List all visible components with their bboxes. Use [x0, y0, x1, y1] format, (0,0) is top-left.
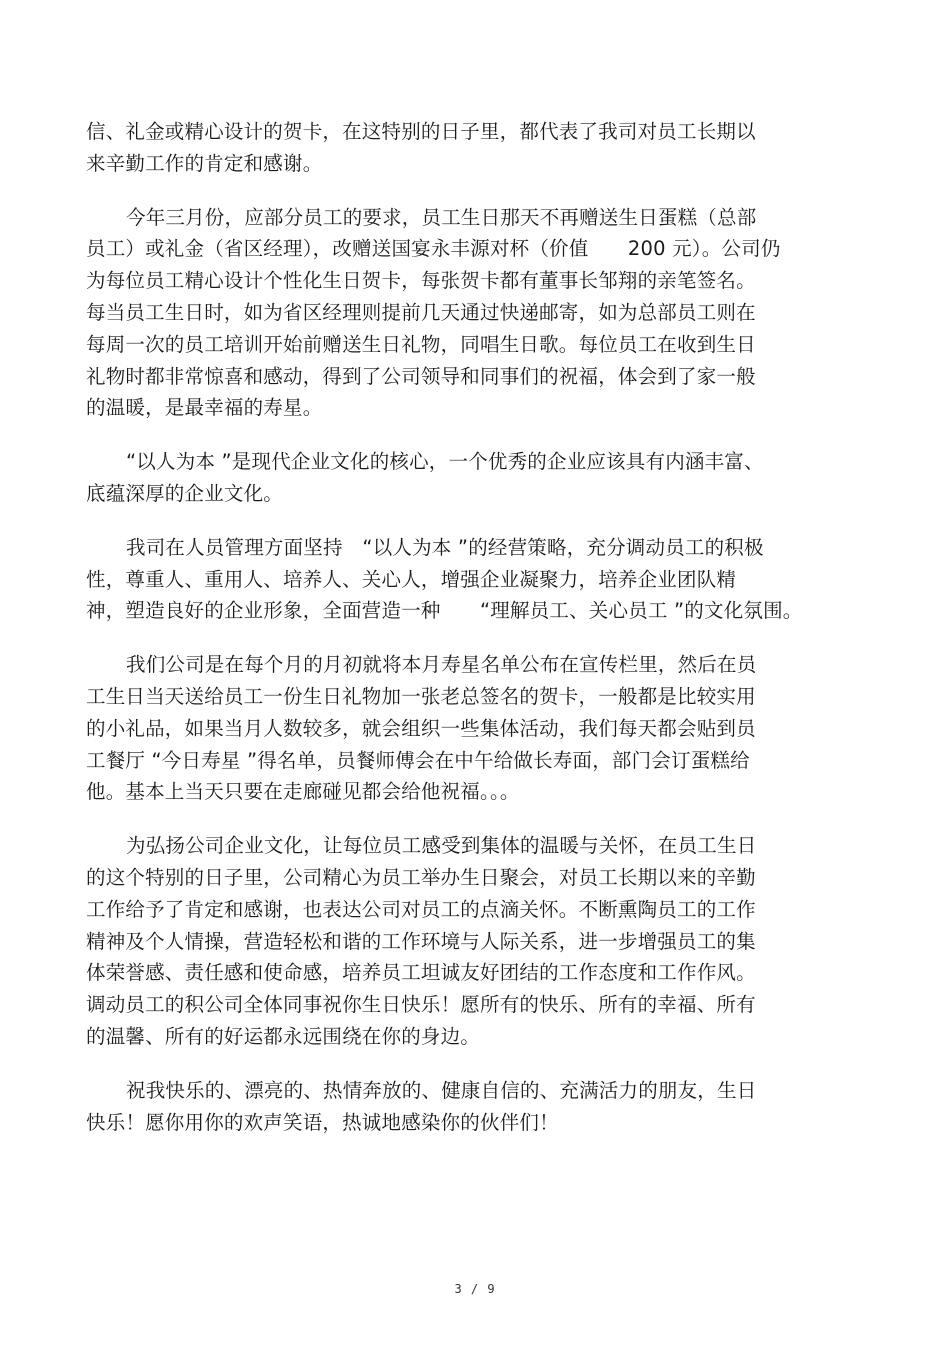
paragraph [86, 202, 846, 425]
paragraph [86, 1075, 846, 1139]
text-line: 工餐厅 “今日寿星 ”得名单，员餐师傅会在中午给做长寿面，部门会订蛋糕给 [86, 748, 750, 772]
text-line: 今年三月份，应部分员工的要求，员工生日那天不再赠送生日蛋糕（总部 [126, 205, 757, 229]
text-line: 工作给予了肯定和感谢，也表达公司对员工的点滴关怀。不断熏陶员工的工作 [86, 897, 756, 921]
paragraph [86, 649, 846, 808]
text-line: 的这个特别的日子里，公司精心为员工举办生日聚会，对员工长期以来的辛勤 [86, 865, 756, 889]
text-line: 性，尊重人、重用人、培养人、关心人，增强企业凝聚力，培养企业团队精 [86, 567, 737, 591]
text-line: 为弘扬公司企业文化，让每位员工感受到集体的温暖与关怀，在员工生日 [126, 834, 757, 858]
text-line: 来辛勤工作的肯定和感谢。 [86, 151, 323, 175]
paragraph [86, 532, 846, 627]
text-line: “以人为本 ”是现代企业文化的核心，一个优秀的企业应该具有内涵丰富、 [126, 450, 764, 474]
text-line: 每周一次的员工培训开始前赠送生日礼物，同唱生日歌。每位员工在收到生日 [86, 332, 756, 356]
text-line: 的温暖，是最幸福的寿星。 [86, 396, 323, 420]
text-line: 他。基本上当天只要在走廊碰见都会给他祝福。。。 [86, 780, 520, 804]
paragraph [86, 830, 846, 1053]
text-line: 的小礼品，如果当月人数较多，就会组织一些集体活动，我们每天都会贴到员 [86, 716, 756, 740]
text-line: 我们公司是在每个月的月初就将本月寿星名单公布在宣传栏里，然后在员 [126, 653, 757, 677]
text-line: 快乐！愿你用你的欢声笑语，热诚地感染你的伙伴们！ [86, 1110, 559, 1134]
text-line: 的温馨、所有的好运都永远围绕在你的身边。 [86, 1024, 481, 1048]
text-line: 神，塑造良好的企业形象，全面营造一种 “理解员工、关心员工 ”的文化氛围。 [86, 599, 803, 623]
text-line: 精神及个人情操，营造轻松和谐的工作环境与人际关系，进一步增强员工的集 [86, 929, 756, 953]
text-line: 工生日当天送给员工一份生日礼物加一张老总签名的贺卡，一般都是比较实用 [86, 684, 756, 708]
text-line: 我司在人员管理方面坚持 “以人为本 ”的经营策略，充分调动员工的积极 [126, 535, 764, 559]
text-line: 祝我快乐的、漂亮的、热情奔放的、健康自信的、充满活力的朋友，生日 [126, 1078, 757, 1102]
page-number: 3 / 9 [454, 1282, 496, 1296]
text-line: 底蕴深厚的企业文化。 [86, 481, 284, 505]
text-line: 礼物时都非常惊喜和感动，得到了公司领导和同事们的祝福，体会到了家一般 [86, 364, 756, 388]
text-line: 为每位员工精心设计个性化生日贺卡，每张贺卡都有董事长邹翔的亲笔签名。 [86, 269, 756, 293]
text-line: 信、礼金或精心设计的贺卡，在这特别的日子里，都代表了我司对员工长期以 [86, 120, 756, 143]
paragraph [86, 116, 846, 180]
text-line: 员工）或礼金（省区经理），改赠送国宴永丰源对杯（价值 200 元）。公司仍 [86, 237, 781, 261]
text-line: 调动员工的积公司全体同事祝你生日快乐！愿所有的快乐、所有的幸福、所有 [86, 993, 756, 1017]
text-line: 每当员工生日时，如为省区经理则提前几天通过快递邮寄，如为总部员工则在 [86, 300, 756, 324]
document-body [86, 116, 846, 1160]
text-line: 体荣誉感、责任感和使命感，培养员工坦诚友好团结的工作态度和工作作风。 [86, 961, 756, 985]
paragraph [86, 446, 846, 510]
